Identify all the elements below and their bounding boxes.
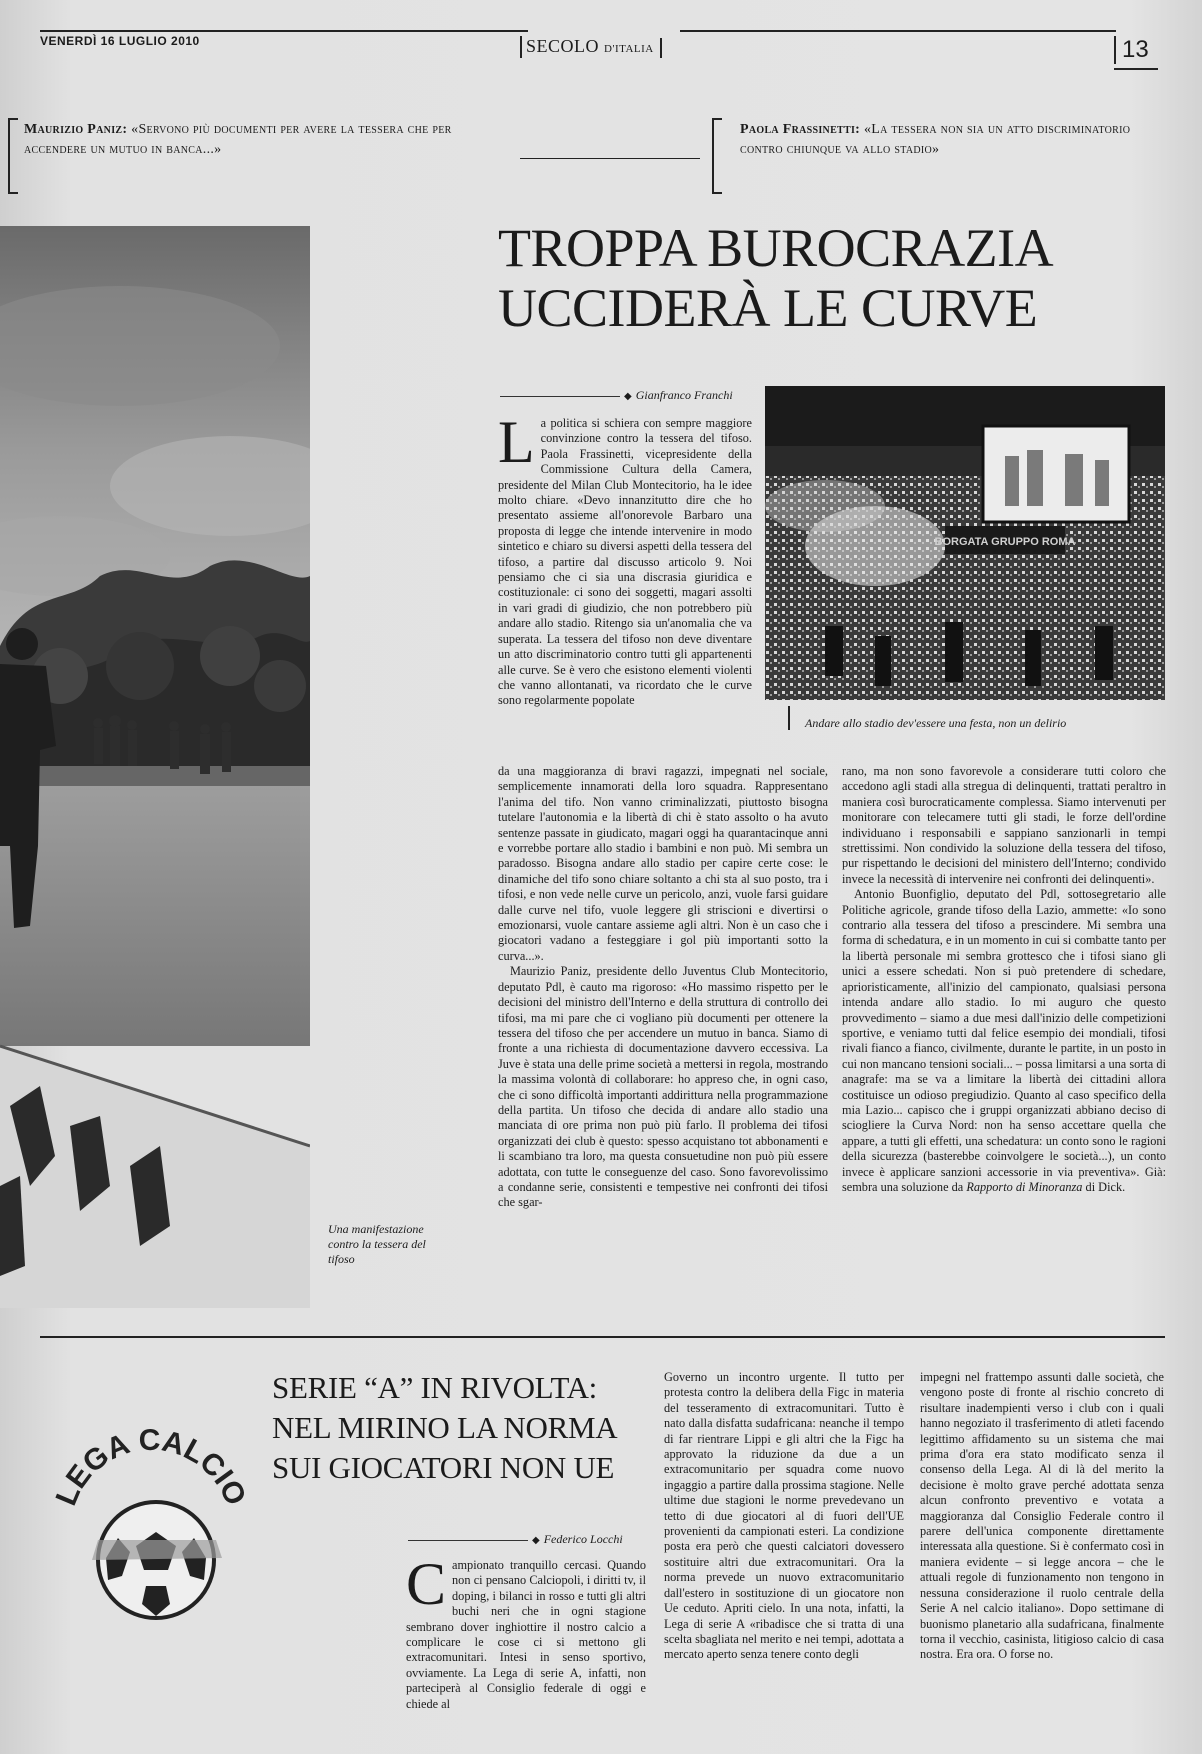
caption-marker	[788, 706, 790, 730]
masthead-page-number: 13	[1114, 36, 1149, 64]
masthead-rule-right	[680, 30, 1116, 32]
section-divider	[40, 1336, 1165, 1338]
article-col3-italic: Rapporto di Minoranza	[966, 1179, 1083, 1194]
photo-stadium	[765, 386, 1165, 700]
article2-headline	[272, 1368, 672, 1488]
quote-left	[24, 120, 514, 160]
lega-calcio-logo	[46, 1420, 256, 1620]
masthead-rule-left	[40, 30, 528, 32]
quote-right-name: Paola Frassinetti:	[740, 122, 861, 137]
diamond-icon: ◆	[624, 391, 632, 402]
article-col2-p1: da una maggioranza di bravi ragazzi, impegnati nel sociale, semplicemente innamorati della loro squadra. Rappresentano l'anima del tifo. Non vanno criminalizzati, piuttosto bisogna tutelare l'autonomia e la libertà di chi è stato assolto o ha avuto sentenze passate in giudicato, magari oggi ha quarantacinque anni e vorrebbe portare allo stadio i bambini e non può. Mi sembra un paradosso. Bisogna andare allo stadio per capire certe cose: le dinamiche del tifo sono chiare soltanto a chi sta al suo posto, tra i tifosi, e non vede nelle curve un pericolo, anzi, vuole farsi guidare dalle curve nel tifo, vuole leggere gli striscioni e divertirsi o emozionarsi, vuole cantare assieme agli altri. Non è un caso che i giocatori vadano a festeggiare i gol più importanti sotto la curva...».	[498, 764, 828, 963]
article-col3-p2: Antonio Buonfiglio, deputato del Pdl, sottosegretario alle Politiche agricole, grande tifoso della Lazio, ammette: «Io sono contrario alla tessera del tifoso a prescindere. Mi sembra una forma di schedatura, e in un momento in cui si combatte tanto per la libertà personale mi sembra grottesco che i tifosi siano gli unici a essere schedati. Non si può pretendere di schedare, aprioristicamente, all'inizio del campionato, qualsiasi persona intenda andare allo stadio. Io mi auguro che questo provvedimento – siamo a due mesi dall'inizio delle competizioni sportive, e veniamo tutti dal felice esempio dei mondiali, tifosi rivali fianco a fianco, civilmente, durante le partite, in un posto in cui non mancano tensioni sociali... – possa limitarsi a una sorta di anagrafe: ma se va a limitare la libertà dei cittadini allora costituisce un odioso pregiudizio. Quanto al caso specifico della mia Lazio... capisco che i gruppi organizzati abbiano deciso di sciogliere la Curva Nord: non ha senso accettare quella che appare, a tutti gli effetti, una schedatura: un conto sono le ragioni della sicurezza (basterebbe coinvolgere le società...), un conto invece è applicare sanzioni accessorie in via preventiva». Già: sembra una soluzione da	[842, 887, 1166, 1194]
quote-left-rule	[520, 158, 700, 159]
drop-cap: L	[498, 409, 535, 475]
quote-right-bracket	[712, 118, 722, 194]
masthead-newspaper-sub: D'ITALIA	[604, 43, 654, 55]
article2-col1-text: ampionato tranquillo cercasi. Quando non ci pensano Calciopoli, i diritti tv, il doping, i bilanci in rosso e tutti gli altri buchi neri che in ogni stagione sembrano dover inghiottire il nostro calcio a complicare le cose ci si mettono gli extracomunitari. Intesi in senso sportivo, ovviamente. La Lega di serie A, infatti, non parteciperà al Consiglio federale di oggi e chiede al	[406, 1558, 646, 1711]
article2-column-3	[920, 1370, 1164, 1663]
article2-col3-text: impegni nel frattempo assunti dalle società, che vengono poste di fronte al rischio concreto di risultare inadempienti verso i club con i quali hanno negoziato il trasferimento di atleti facendo legittimo affidamento su un sistema che mai prima d'ora era stato modificato senza il consenso della Lega. Al di là del merito la decisione è molto grave perché adottata senza alcun confronto preventivo e votata a maggioranza dal Consiglio Federale contro il parere dell'unica componente direttamente interessata alla questione. Si è confermato così in maniera evidente – si legge ancora – che le attuali regole di funzionamento non tengono in nessuna considerazione il ruolo centrale della Serie A nel calcio italiano». Dopo settimane di buonismo planetario alla sudafricana, finalmente torna il vecchio, casinista, litigioso calcio di casa nostra. Era ora. O forse no.	[920, 1370, 1164, 1662]
article2-headline-line-2: NEL MIRINO LA NORMA	[272, 1410, 618, 1445]
article2-drop-cap: C	[406, 1551, 447, 1617]
headline-line-2: UCCIDERÀ LE CURVE	[498, 278, 1038, 338]
stadium-banner: BORGATA GRUPPO ROMA	[934, 536, 1076, 548]
article2-headline-line-1: SERIE “A” IN RIVOLTA:	[272, 1370, 597, 1405]
soccer-ball-icon	[46, 1420, 256, 1620]
photo-protest-caption: Una manifestazione contro la tessera del tifoso	[328, 1222, 426, 1266]
article-col1-text: a politica si schiera con sempre maggiore convinzione contro la tessera del tifoso. Paola Frassinetti, vicepresidente della Commissione Cultura della Camera, presidente del Milan Club Montecitorio, ha le idee molto chiare. «Devo innanzitutto dire che ho presentato assieme all'onorevole Barbaro una proposta di legge che intende intervenire in modo sintetico e chiaro su diversi aspetti della tessera del tifoso, a partire dal discusso articolo 9. Noi pensiamo che ci sia una discrasia giuridica e costituzionale: ci sono dei soggetti, magari assolti in vari gradi di giudizio, che non potrebbero più andare allo stadio. Ritengo sia un'anomalia che va superata. La tessera del tifoso non deve diventare un atto discriminatorio contro tutti gli appartenenti alle curve. Se è vero che esistono elementi violenti che vanno allontanati, va ricordato che le curve sono regolarmente popolate	[498, 416, 752, 708]
article2-byline	[408, 1532, 623, 1547]
logo-text: LEGA CALCIO	[49, 1423, 253, 1511]
masthead-date: VENERDÌ 16 LUGLIO 2010	[40, 34, 200, 48]
headline-line-1: TROPPA BUROCRAZIA	[498, 218, 1054, 278]
article-col3-p1: rano, ma non sono favorevole a considerare tutti coloro che accedono agli stadi alla stregua di delinquenti, trattati peraltro in maniera così burocraticamente complessa. Siamo intervenuti per monitorare con telecamere tutti gli stadi, le forze dell'ordine individuano i responsabili e sappiano sanzionarli in tempi strettissimi. Non condivido la soluzione della tessera del tifoso, pur rispettando le decisioni del ministero dell'Interno; condivido invece la necessità di intervenire nei confronti dei delinquenti».	[842, 764, 1166, 886]
quote-right	[740, 120, 1160, 160]
article2-byline-author: Federico Locchi	[543, 1532, 623, 1546]
photo-protest	[0, 226, 310, 1308]
masthead-title	[520, 36, 662, 58]
article-column-1	[498, 409, 752, 709]
quote-left-bracket	[8, 118, 18, 194]
photo-stadium-image	[765, 386, 1165, 700]
byline-author: Gianfranco Franchi	[635, 388, 733, 402]
diamond-icon: ◆	[532, 1535, 540, 1546]
masthead-page-rule	[1114, 68, 1158, 70]
article2-column-1	[406, 1551, 646, 1712]
photo-stadium-caption: Andare allo stadio dev'essere una festa, non un delirio	[805, 716, 1067, 730]
article-headline	[498, 218, 1118, 338]
article2-col2-text: Governo un incontro urgente. Il tutto per protesta contro la delibera della Figc in materia del tesseramento di extracomunitari. Tutto è nato dalla disfatta sudafricana: neanche il tempo di far rientrare Lippi e gli altri che la Figc ha approvato la riduzione da due a un extracomunitario per squadra come nuovo ingaggio a partire dalla prossima stagione. Nelle ultime due stagioni le norme prevedevano un tetto di due giocatori al di fuori dell'UE provenienti da campionati esteri. La condizione posta era però che questi calciatori dovessero sostituire altri due extracomunitari. Ora la norma prevede un nuovo extracomunitario dall'estero in sostituzione di un giocatore non Ue ceduto. Apriti cielo. In una nota, infatti, la Lega di serie A «ribadisce che si tratta di una scelta sbagliata nel merito e nei tempi, adottata a mercato aperto senza tenere conto degli	[664, 1370, 904, 1662]
svg-text:LEGA CALCIO	[50, 1424, 253, 1510]
quote-left-name: Maurizio Paniz:	[24, 122, 128, 137]
article2-headline-line-3: SUI GIOCATORI NON UE	[272, 1450, 615, 1485]
masthead-newspaper: SECOLO	[526, 36, 600, 56]
article-col3-end: di Dick.	[1085, 1179, 1126, 1194]
photo-protest-image	[0, 226, 310, 1308]
article-column-2	[498, 764, 828, 1211]
article2-column-2	[664, 1370, 904, 1663]
quote-right-text: «La tessera non sia un atto discriminatorio contro chiunque va allo stadio»	[740, 122, 1131, 157]
article-column-3	[842, 764, 1166, 1195]
quote-left-text: «Servono più documenti per avere la tessera che per accendere un mutuo in banca...»	[24, 122, 452, 157]
article-byline	[500, 388, 733, 403]
article-col2-p2: Maurizio Paniz, presidente dello Juventus Club Montecitorio, deputato Pdl, è cauto ma rigoroso: «Ho massimo rispetto per le decisioni del ministro dell'Interno e della struttura di controllo dei tifosi, ma mi pare che ci vogliano più documenti per ottenere la tessera del tifoso che per accendere un mutuo in banca. Siamo di fronte a una richiesta di documentazione davvero eccessiva. La Juve è stata una delle prime società a mettersi in regola, mostrando la massima volontà di collaborare: ho appreso che, in ogni caso, che ci sono difficoltà importanti addirittura nella programmazione della partita. Un tifoso che decida di andare allo stadio una manciata di ore prima non può più farlo. Il problema dei tifosi organizzati dei club è questo: spesso acquistano tot abbonamenti e li scambiano tra loro, ma questa consuetudine non può più essere adottata, con tutte le conseguenze del caso. Sono favorevolissimo a condanne serie, consistenti e tempestive nei confronti dei tifosi che sgar-	[498, 964, 828, 1210]
